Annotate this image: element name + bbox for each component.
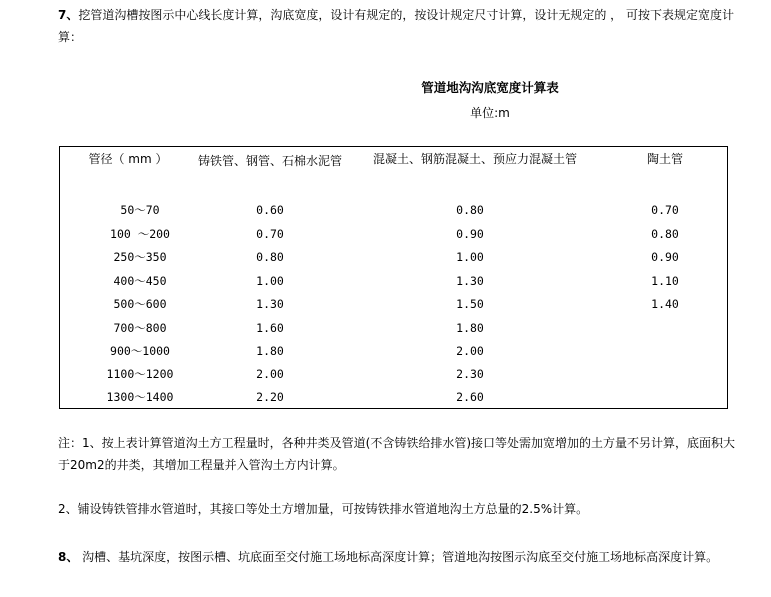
cell-cast-iron: 1.30 <box>256 297 284 311</box>
table-row <box>60 340 727 363</box>
cell-concrete: 1.50 <box>456 297 484 311</box>
cell-diameter: 1300～1400 <box>106 390 174 404</box>
cell-cast-iron: 1.80 <box>256 344 284 358</box>
cell-cast-iron: 0.70 <box>256 227 284 241</box>
cell-concrete: 0.80 <box>456 203 484 217</box>
cell-diameter: 500～600 <box>113 297 167 311</box>
cell-concrete: 2.60 <box>456 390 484 404</box>
cell-diameter: 250～350 <box>113 250 167 264</box>
cell-clay: 0.90 <box>651 250 679 264</box>
cell-concrete: 1.80 <box>456 321 484 335</box>
cell-diameter: 100 ～200 <box>110 227 170 241</box>
paragraph-8-number: 8、 <box>58 550 79 564</box>
cell-clay: 1.10 <box>651 274 679 288</box>
cell-cast-iron: 1.60 <box>256 321 284 335</box>
cell-concrete: 2.00 <box>456 344 484 358</box>
table-row <box>60 223 727 246</box>
cell-cast-iron: 0.80 <box>256 250 284 264</box>
cell-diameter: 1100～1200 <box>106 367 174 381</box>
table-unit: 单位:m <box>470 106 510 120</box>
table-row <box>60 270 727 293</box>
paragraph-7 <box>58 4 738 48</box>
paragraph-8-text: 沟槽、基坑深度，按图示槽、坑底面至交付施工场地标高深度计算；管道地沟按图示沟底至交付施工场地标高深度计算。 <box>78 550 719 564</box>
cell-diameter: 900～1000 <box>110 344 170 358</box>
cell-diameter: 700～800 <box>113 321 167 335</box>
cell-cast-iron: 2.00 <box>256 367 284 381</box>
cell-cast-iron: 0.60 <box>256 203 284 217</box>
cell-diameter: 400～450 <box>113 274 167 288</box>
cell-clay: 0.80 <box>651 227 679 241</box>
cell-clay: 1.40 <box>651 297 679 311</box>
table-row <box>60 293 727 316</box>
cell-diameter: 50～70 <box>120 203 160 217</box>
table-title: 管道地沟沟底宽度计算表 <box>421 80 559 95</box>
cell-concrete: 1.00 <box>456 250 484 264</box>
width-table <box>59 146 728 409</box>
header-diameter: 管径（ mm ） <box>88 152 168 166</box>
table-row <box>60 386 727 409</box>
table-row <box>60 246 727 269</box>
cell-cast-iron: 1.00 <box>256 274 284 288</box>
note-1: 注：1、按上表计算管道沟土方工程量时，各种井类及管道(不含铸铁给排水管)接口等处需加宽增加的土方量不另计算，底面积大于20m2的井类，其增加工程量并入管沟土方内计算。 <box>58 436 736 472</box>
cell-concrete: 2.30 <box>456 367 484 381</box>
cell-clay: 0.70 <box>651 203 679 217</box>
cell-concrete: 0.90 <box>456 227 484 241</box>
header-cast-iron-steel: 铸铁管、钢管、石棉水泥管 <box>197 154 342 168</box>
paragraph-8 <box>58 546 738 568</box>
table-row <box>60 317 727 340</box>
paragraph-7-text: 挖管道沟槽按图示中心线长度计算，沟底宽度，设计有规定的，按设计规定尺寸计算，设计无规定的 ， 可按下表规定宽度计算： <box>58 8 734 44</box>
table-row <box>60 363 727 386</box>
paragraph-7-number: 7、 <box>58 8 79 22</box>
table-row <box>60 199 727 222</box>
cell-concrete: 1.30 <box>456 274 484 288</box>
cell-cast-iron: 2.20 <box>256 390 284 404</box>
header-concrete: 混凝土、钢筋混凝土、预应力混凝土管 <box>372 152 577 166</box>
header-clay: 陶土管 <box>646 152 683 166</box>
note-2: 2、铺设铸铁管排水管道时，其接口等处土方增加量，可按铸铁排水管道地沟土方总量的2.5%计算。 <box>58 502 589 516</box>
